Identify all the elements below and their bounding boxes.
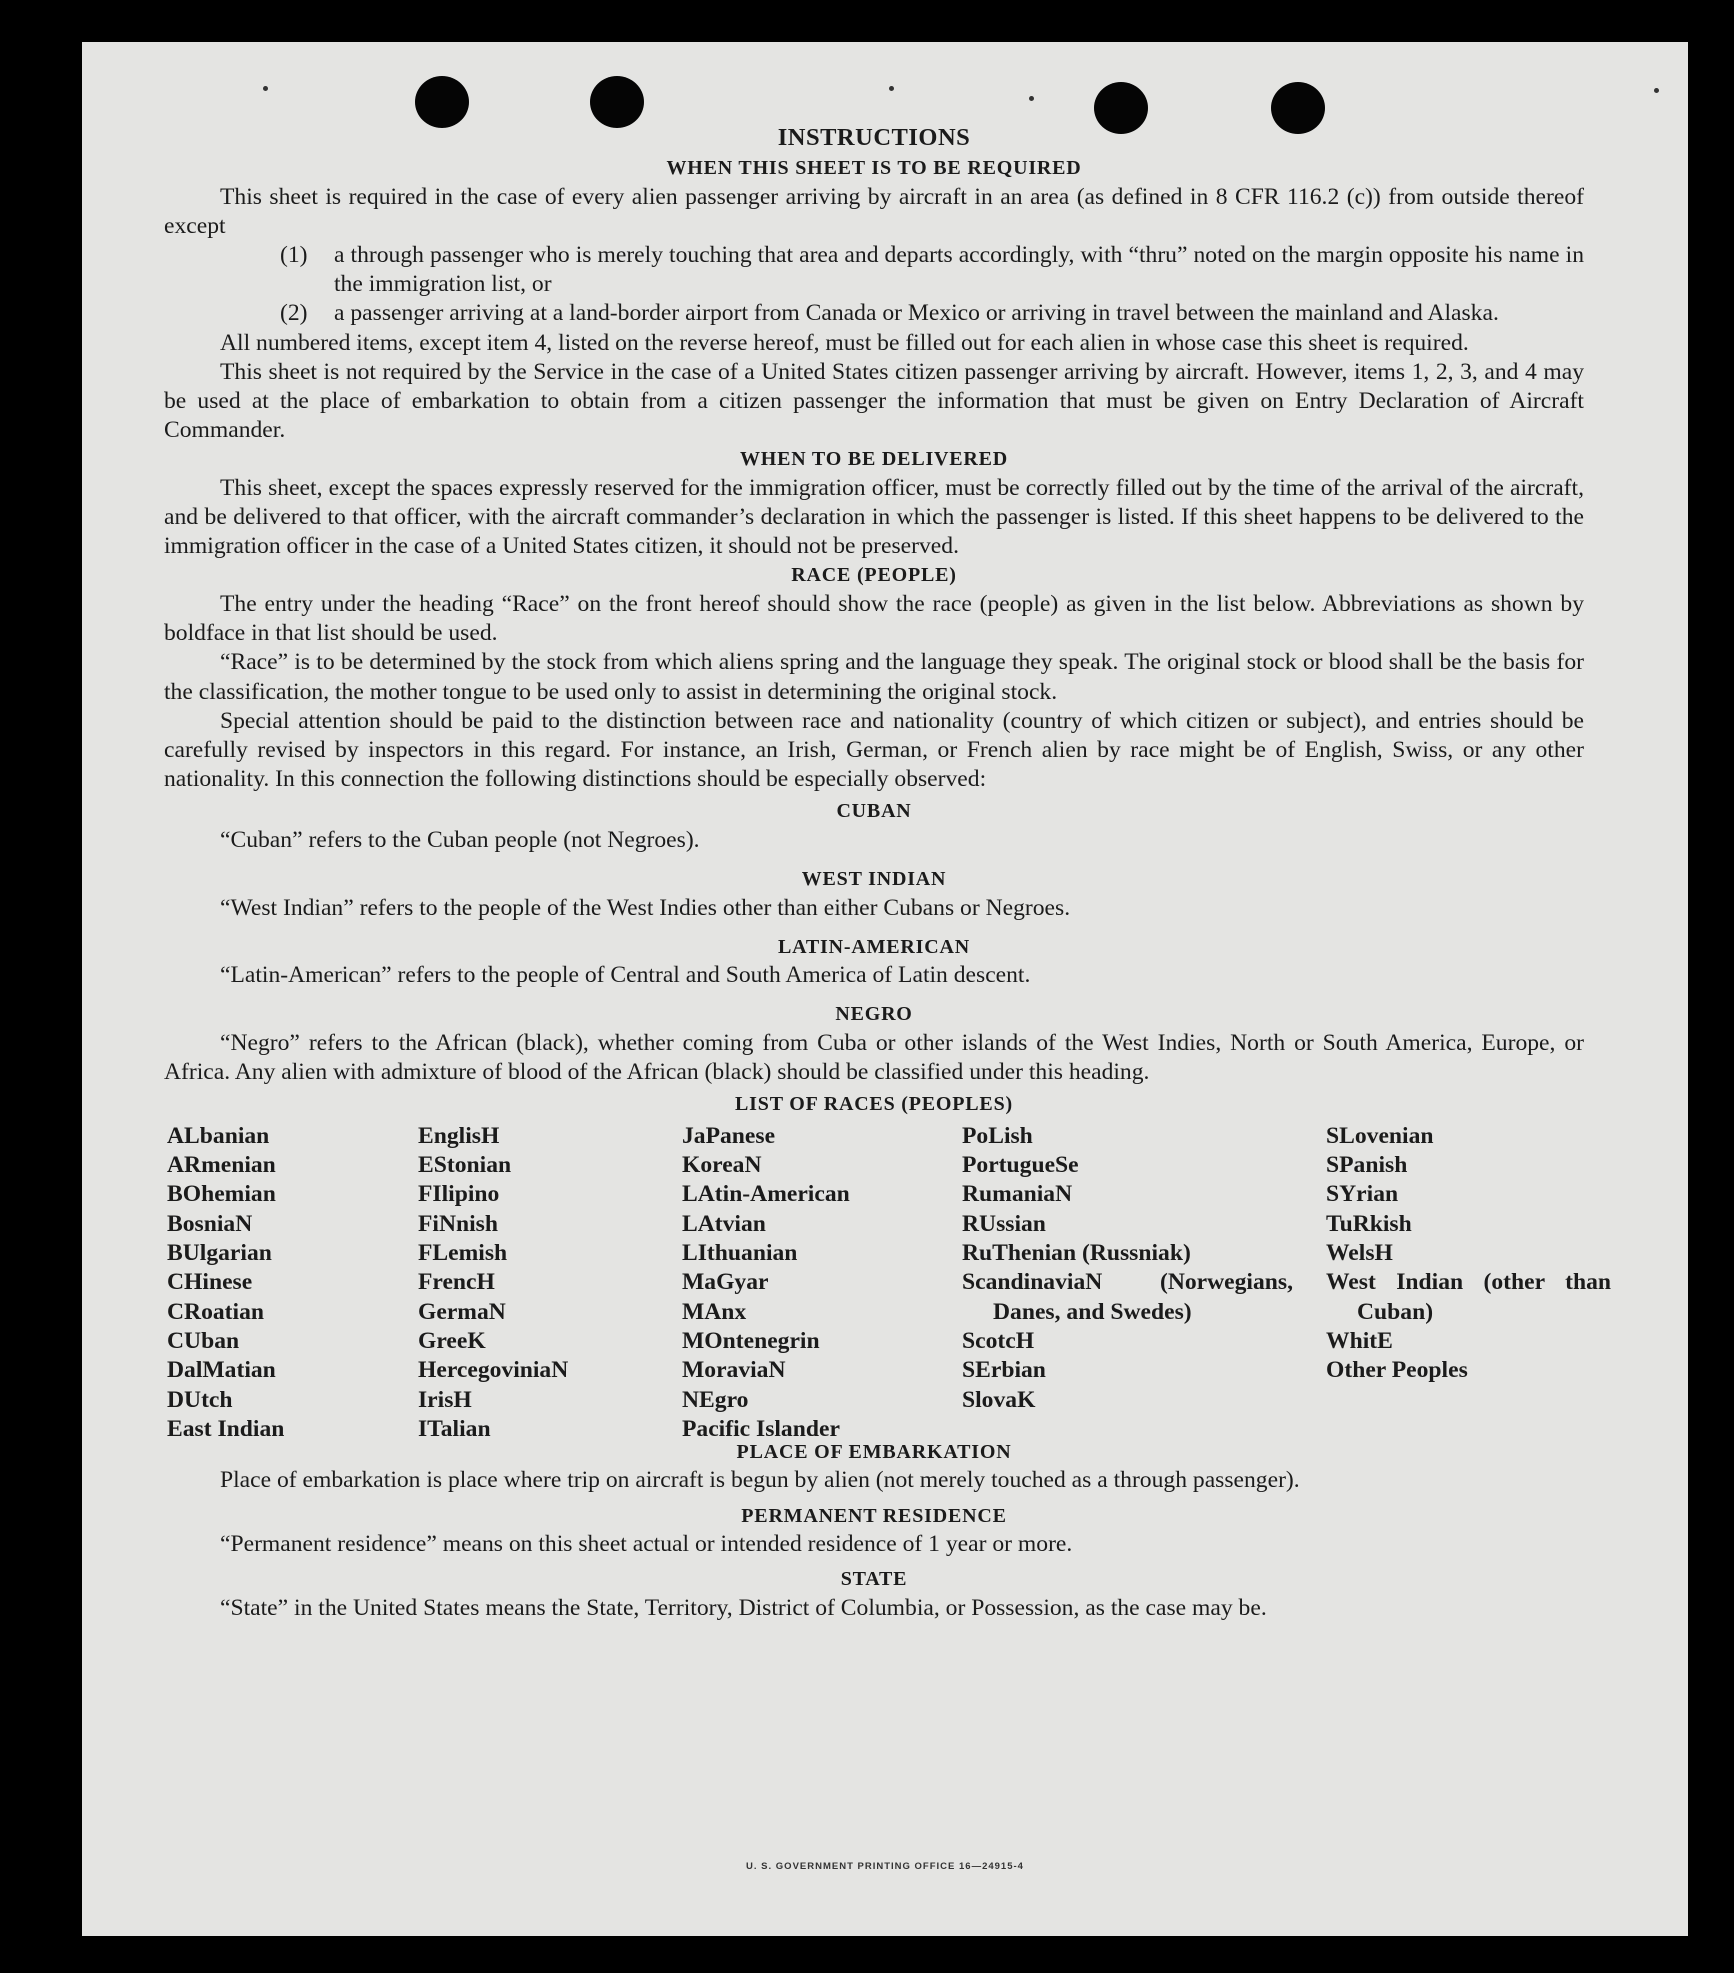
race-item: SPanish bbox=[1326, 1152, 1408, 1179]
latin-text: “Latin-American” refers to the people of Central and South America of Latin descent. bbox=[220, 962, 1031, 989]
race-item: BUlgarian bbox=[167, 1240, 272, 1267]
exception-item: (1) a through passenger who is merely touching that area and departs accordingly, with “thru” noted on the margin opposite his name in the immigration list, or bbox=[280, 241, 1584, 298]
race-item: ARmenian bbox=[167, 1152, 276, 1179]
not-required-text: This sheet is not required by the Service in the case of a United States citizen passenger arriving by aircraft. However, items 1, 2, 3, and 4 may be used at the place of embarkation to obtain from a citizen passenger the information that must be given on Entry Declaration of Aircraft Commander. bbox=[164, 358, 1584, 444]
race-item: East Indian bbox=[167, 1415, 285, 1442]
page-title: INSTRUCTIONS bbox=[777, 124, 971, 151]
section-heading-cuban: CUBAN bbox=[836, 800, 912, 823]
speck bbox=[1029, 96, 1034, 101]
race-item: MOntenegrin bbox=[682, 1327, 820, 1354]
cuban-text: “Cuban” refers to the Cuban people (not Negroes). bbox=[220, 826, 700, 853]
section-heading-latin: LATIN-AMERICAN bbox=[778, 935, 970, 958]
race-item: Other Peoples bbox=[1326, 1357, 1468, 1384]
race-item: ITalian bbox=[418, 1415, 491, 1442]
race-item: GermaN bbox=[418, 1298, 506, 1325]
race-item: GreeK bbox=[418, 1327, 486, 1354]
section-heading-residence: PERMANENT RESIDENCE bbox=[741, 1504, 1007, 1527]
race-column bbox=[167, 1122, 284, 1444]
race-item: HercegoviniaN bbox=[418, 1357, 569, 1384]
race-item: BOhemian bbox=[167, 1181, 276, 1208]
race-item: FrencH bbox=[418, 1269, 495, 1296]
race-paragraph: The entry under the heading “Race” on the front hereof should show the race (people) as given in the list below. Abbreviations as shown by boldface in that list should be used. bbox=[164, 590, 1584, 647]
punch-hole bbox=[590, 76, 644, 128]
section-heading-required: WHEN THIS SHEET IS TO BE REQUIRED bbox=[666, 157, 1082, 179]
race-item: IrisH bbox=[418, 1386, 472, 1413]
race-item: EStonian bbox=[418, 1152, 512, 1179]
race-item: MAnx bbox=[682, 1298, 747, 1325]
race-paragraph: Special attention should be paid to the distinction between race and nationality (country of which citizen or subject), and entries should be carefully revised by inspectors in this regard. For instance, an Irish, German, or French alien by race might be of English, Swiss, or any other nationality. In this connection the following distinctions should be especially observed: bbox=[164, 707, 1584, 793]
race-item: TuRkish bbox=[1326, 1210, 1412, 1237]
race-item: PortugueSe bbox=[962, 1152, 1079, 1179]
race-item: PoLish bbox=[962, 1122, 1033, 1149]
race-column bbox=[1326, 1122, 1611, 1386]
speck bbox=[1654, 88, 1659, 93]
race-item: NEgro bbox=[682, 1386, 749, 1413]
race-item: DalMatian bbox=[167, 1357, 276, 1384]
race-item: RUssian bbox=[962, 1210, 1046, 1237]
race-item: CHinese bbox=[167, 1269, 253, 1296]
instructions-body bbox=[164, 122, 1611, 1623]
section-heading-state: STATE bbox=[840, 1568, 908, 1591]
race-item: RuThenian (Russniak) bbox=[962, 1240, 1191, 1267]
race-item: MaGyar bbox=[682, 1269, 769, 1296]
race-item: FiNnish bbox=[418, 1210, 498, 1237]
race-item: West Indian (other than Cuban) bbox=[1326, 1269, 1611, 1325]
race-item: FIlipino bbox=[418, 1181, 500, 1208]
required-intro: This sheet is required in the case of every alien passenger arriving by aircraft in an area (as defined in 8 CFR 116.2 (c)) from outside thereof except bbox=[164, 183, 1584, 239]
speck bbox=[889, 86, 894, 91]
section-heading-embarkation: PLACE OF EMBARKATION bbox=[736, 1440, 1012, 1463]
race-paragraph: “Race” is to be determined by the stock from which aliens spring and the language they speak. The original stock or blood shall be the basis for the classification, the mother tongue to be used only to assist in determining the original stock. bbox=[164, 649, 1584, 705]
exception-item: (2) a passenger arriving at a land-border airport from Canada or Mexico or arriving in travel between the mainland and Alaska. bbox=[280, 300, 1499, 327]
race-item: ALbanian bbox=[167, 1122, 270, 1149]
race-item: CRoatian bbox=[167, 1298, 265, 1325]
west-indian-text: “West Indian” refers to the people of the West Indies other than either Cubans or Negroes. bbox=[220, 894, 1071, 921]
section-heading-negro: NEGRO bbox=[835, 1003, 913, 1026]
race-item: SYrian bbox=[1326, 1181, 1399, 1208]
punch-hole bbox=[415, 76, 469, 128]
embarkation-text: Place of embarkation is place where trip on aircraft is begun by alien (not merely touched as a through passenger). bbox=[220, 1467, 1300, 1494]
delivered-text: This sheet, except the spaces expressly reserved for the immigration officer, must be correctly filled out by the time of the arrival of the aircraft, and be delivered to that officer, with the aircraft commander’s declaration in which the passenger is listed. If this sheet happens to be delivered to the immigration officer in the case of a United States citizen, it should not be preserved. bbox=[164, 474, 1584, 560]
section-heading-list-of-races: LIST OF RACES (PEOPLES) bbox=[735, 1093, 1013, 1116]
section-heading-delivered: WHEN TO BE DELIVERED bbox=[739, 448, 1009, 471]
printer-imprint: U. S. GOVERNMENT PRINTING OFFICE 16—24915-4 bbox=[746, 1861, 1024, 1872]
race-item: DUtch bbox=[167, 1386, 233, 1413]
race-item: ScandinaviaN (Norwegians, Danes, and Swedes) bbox=[962, 1269, 1293, 1325]
race-item: EnglisH bbox=[418, 1122, 500, 1149]
race-column bbox=[682, 1122, 850, 1444]
section-heading-race: RACE (PEOPLE) bbox=[791, 564, 957, 587]
race-item: FLemish bbox=[418, 1240, 508, 1267]
numbered-items-text: All numbered items, except item 4, listed on the reverse hereof, must be filled out for each alien in whose case this sheet is required. bbox=[220, 329, 1469, 356]
race-item: LAtin-American bbox=[682, 1181, 850, 1208]
document-sheet bbox=[82, 42, 1688, 1936]
race-item: CUban bbox=[167, 1327, 240, 1354]
race-list bbox=[164, 1122, 1611, 1442]
race-item: BosniaN bbox=[167, 1210, 253, 1237]
race-item: LAtvian bbox=[682, 1210, 766, 1237]
race-item: RumaniaN bbox=[962, 1181, 1073, 1208]
race-item: LIthuanian bbox=[682, 1240, 798, 1267]
negro-text: “Negro” refers to the African (black), whether coming from Cuba or other islands of the West Indies, North or South America, Europe, or Africa. Any alien with admixture of blood of the African (black) should be classified under this heading. bbox=[164, 1029, 1584, 1086]
race-item: SLovenian bbox=[1326, 1122, 1434, 1149]
race-column bbox=[962, 1122, 1293, 1415]
race-item: WelsH bbox=[1326, 1240, 1393, 1267]
race-item: SlovaK bbox=[962, 1386, 1036, 1413]
race-item: ScotcH bbox=[962, 1327, 1035, 1354]
race-item: WhitE bbox=[1326, 1327, 1393, 1354]
race-item: KoreaN bbox=[682, 1152, 762, 1179]
race-column bbox=[418, 1122, 568, 1444]
race-item: JaPanese bbox=[682, 1122, 776, 1149]
race-item: Pacific Islander bbox=[682, 1415, 840, 1442]
race-item: SErbian bbox=[962, 1357, 1046, 1384]
state-text: “State” in the United States means the State, Territory, District of Columbia, or Possession, as the case may be. bbox=[220, 1594, 1267, 1621]
race-item: MoraviaN bbox=[682, 1357, 786, 1384]
residence-text: “Permanent residence” means on this sheet actual or intended residence of 1 year or more. bbox=[220, 1531, 1073, 1558]
section-heading-west-indian: WEST INDIAN bbox=[801, 868, 947, 891]
speck bbox=[263, 86, 268, 91]
